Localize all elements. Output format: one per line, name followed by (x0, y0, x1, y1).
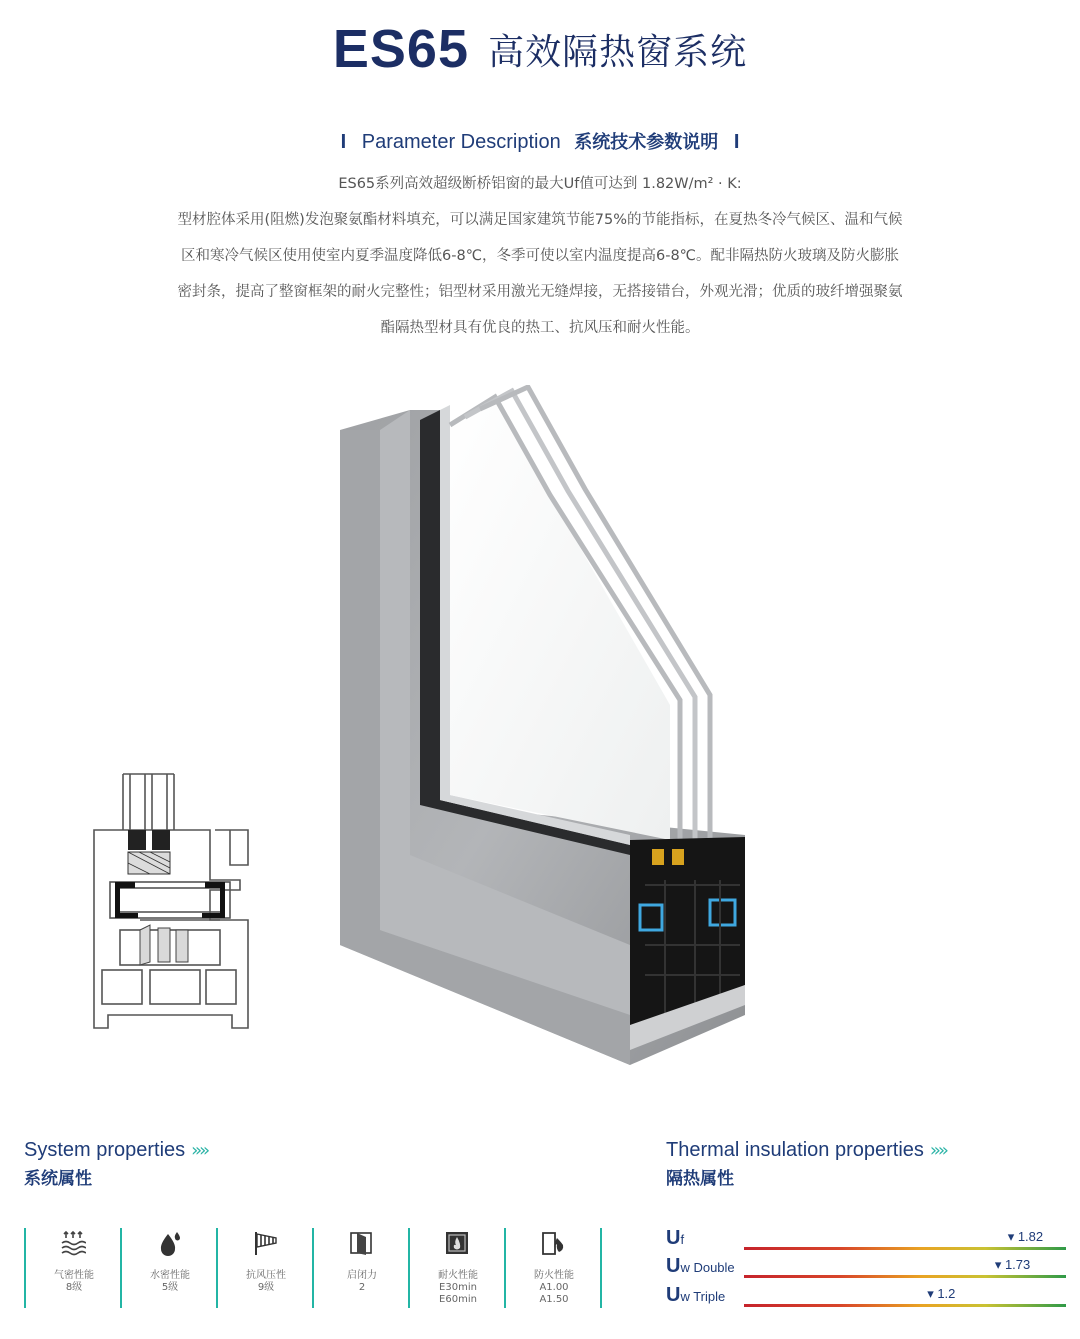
thermal-gradient-bar (744, 1247, 1066, 1250)
property-label: 启闭力 (347, 1270, 377, 1281)
thermal-properties-heading (666, 1139, 946, 1189)
u-subscript: w Triple (680, 1289, 726, 1304)
system-title-en: System properties (24, 1139, 186, 1161)
thermal-marker: ▾ 1.73 (994, 1257, 1031, 1272)
description-line: 酯隔热型材具有优良的热工、抗风压和耐火性能。 (380, 320, 700, 336)
property-value: 2 (358, 1282, 366, 1293)
description-line: 区和寒冷气候区使用使室内夏季温度降低6-8℃，冬季可使以室内温度提高6-8℃。配非隔热防火玻璃及防火膨胀 (181, 248, 899, 264)
section-drawing (80, 770, 280, 1040)
chevron-right-icon: »» (929, 1140, 946, 1161)
u-subscript: f (680, 1232, 685, 1247)
thermal-marker: ▾ 1.2 (927, 1286, 956, 1301)
product-code: ES65 (332, 19, 469, 79)
property-value: 5级 (161, 1282, 179, 1293)
system-properties-heading (24, 1139, 207, 1189)
opening-force-icon (348, 1230, 374, 1256)
window-frame-render (300, 385, 760, 1065)
thermal-title-cn: 隔热属性 (666, 1169, 734, 1189)
property-water-tightness (120, 1228, 216, 1308)
property-label: 水密性能 (150, 1270, 190, 1281)
description (130, 166, 950, 346)
system-properties-list (24, 1228, 600, 1308)
wind-pressure-icon (252, 1230, 278, 1256)
thermal-row-uf (666, 1226, 1066, 1252)
fire-protection-icon (540, 1230, 566, 1256)
divider (24, 1228, 26, 1308)
property-label: 抗风压性 (246, 1270, 286, 1281)
property-wind-pressure (216, 1228, 312, 1308)
fire-resistance-icon (444, 1230, 470, 1256)
u-symbol: U (666, 1227, 681, 1249)
property-value: E30min (439, 1282, 477, 1293)
property-value: A1.50 (539, 1294, 569, 1305)
property-value: A1.00 (539, 1282, 569, 1293)
description-line: ES65系列高效超级断桥铝窗的最大Uf值可达到 1.82W/m² · K: (338, 176, 742, 192)
thermal-title-en: Thermal insulation properties (666, 1139, 924, 1161)
u-symbol: U (666, 1255, 681, 1277)
parameter-header-en: Parameter Description (361, 131, 561, 153)
thermal-row-uw-double (666, 1254, 1066, 1280)
header-bar-left: I (340, 131, 347, 153)
property-value: 9级 (257, 1282, 275, 1293)
parameter-header (0, 128, 1080, 154)
divider (504, 1228, 506, 1308)
thermal-gradient-bar (744, 1304, 1066, 1307)
thermal-gradient-bar (744, 1275, 1066, 1278)
property-label: 气密性能 (54, 1270, 94, 1281)
u-subscript: w Double (680, 1260, 735, 1275)
property-fire-protection (504, 1228, 600, 1308)
thermal-row-uw-triple (666, 1283, 1066, 1309)
divider (216, 1228, 218, 1308)
property-opening-force (312, 1228, 408, 1308)
divider (600, 1228, 602, 1308)
parameter-header-cn: 系统技术参数说明 (574, 132, 719, 153)
property-fire-resistance (408, 1228, 504, 1308)
property-value: E60min (439, 1294, 477, 1305)
product-name: 高效隔热窗系统 (488, 31, 748, 73)
page-title (0, 18, 1080, 80)
property-air-tightness (24, 1228, 120, 1308)
property-value: 8级 (65, 1282, 83, 1293)
system-title-cn: 系统属性 (24, 1169, 92, 1189)
divider (408, 1228, 410, 1308)
water-tightness-icon (156, 1230, 182, 1256)
description-line: 密封条，提高了整窗框架的耐火完整性；铝型材采用激光无缝焊接，无搭接错台，外观光滑；优质的玻纤增强聚氨 (177, 284, 903, 300)
chevron-right-icon: »» (191, 1140, 208, 1161)
property-label: 防火性能 (534, 1270, 574, 1281)
thermal-marker: ▾ 1.82 (1007, 1229, 1044, 1244)
air-tightness-icon (60, 1230, 86, 1256)
description-line: 型材腔体采用(阻燃)发泡聚氨酯材料填充，可以满足国家建筑节能75%的节能指标，在夏热冬冷气候区、温和气候 (177, 212, 903, 228)
property-label: 耐火性能 (438, 1270, 478, 1281)
property-end-divider (600, 1228, 602, 1308)
header-bar-right: I (733, 131, 740, 153)
divider (120, 1228, 122, 1308)
divider (312, 1228, 314, 1308)
u-symbol: U (666, 1284, 681, 1306)
